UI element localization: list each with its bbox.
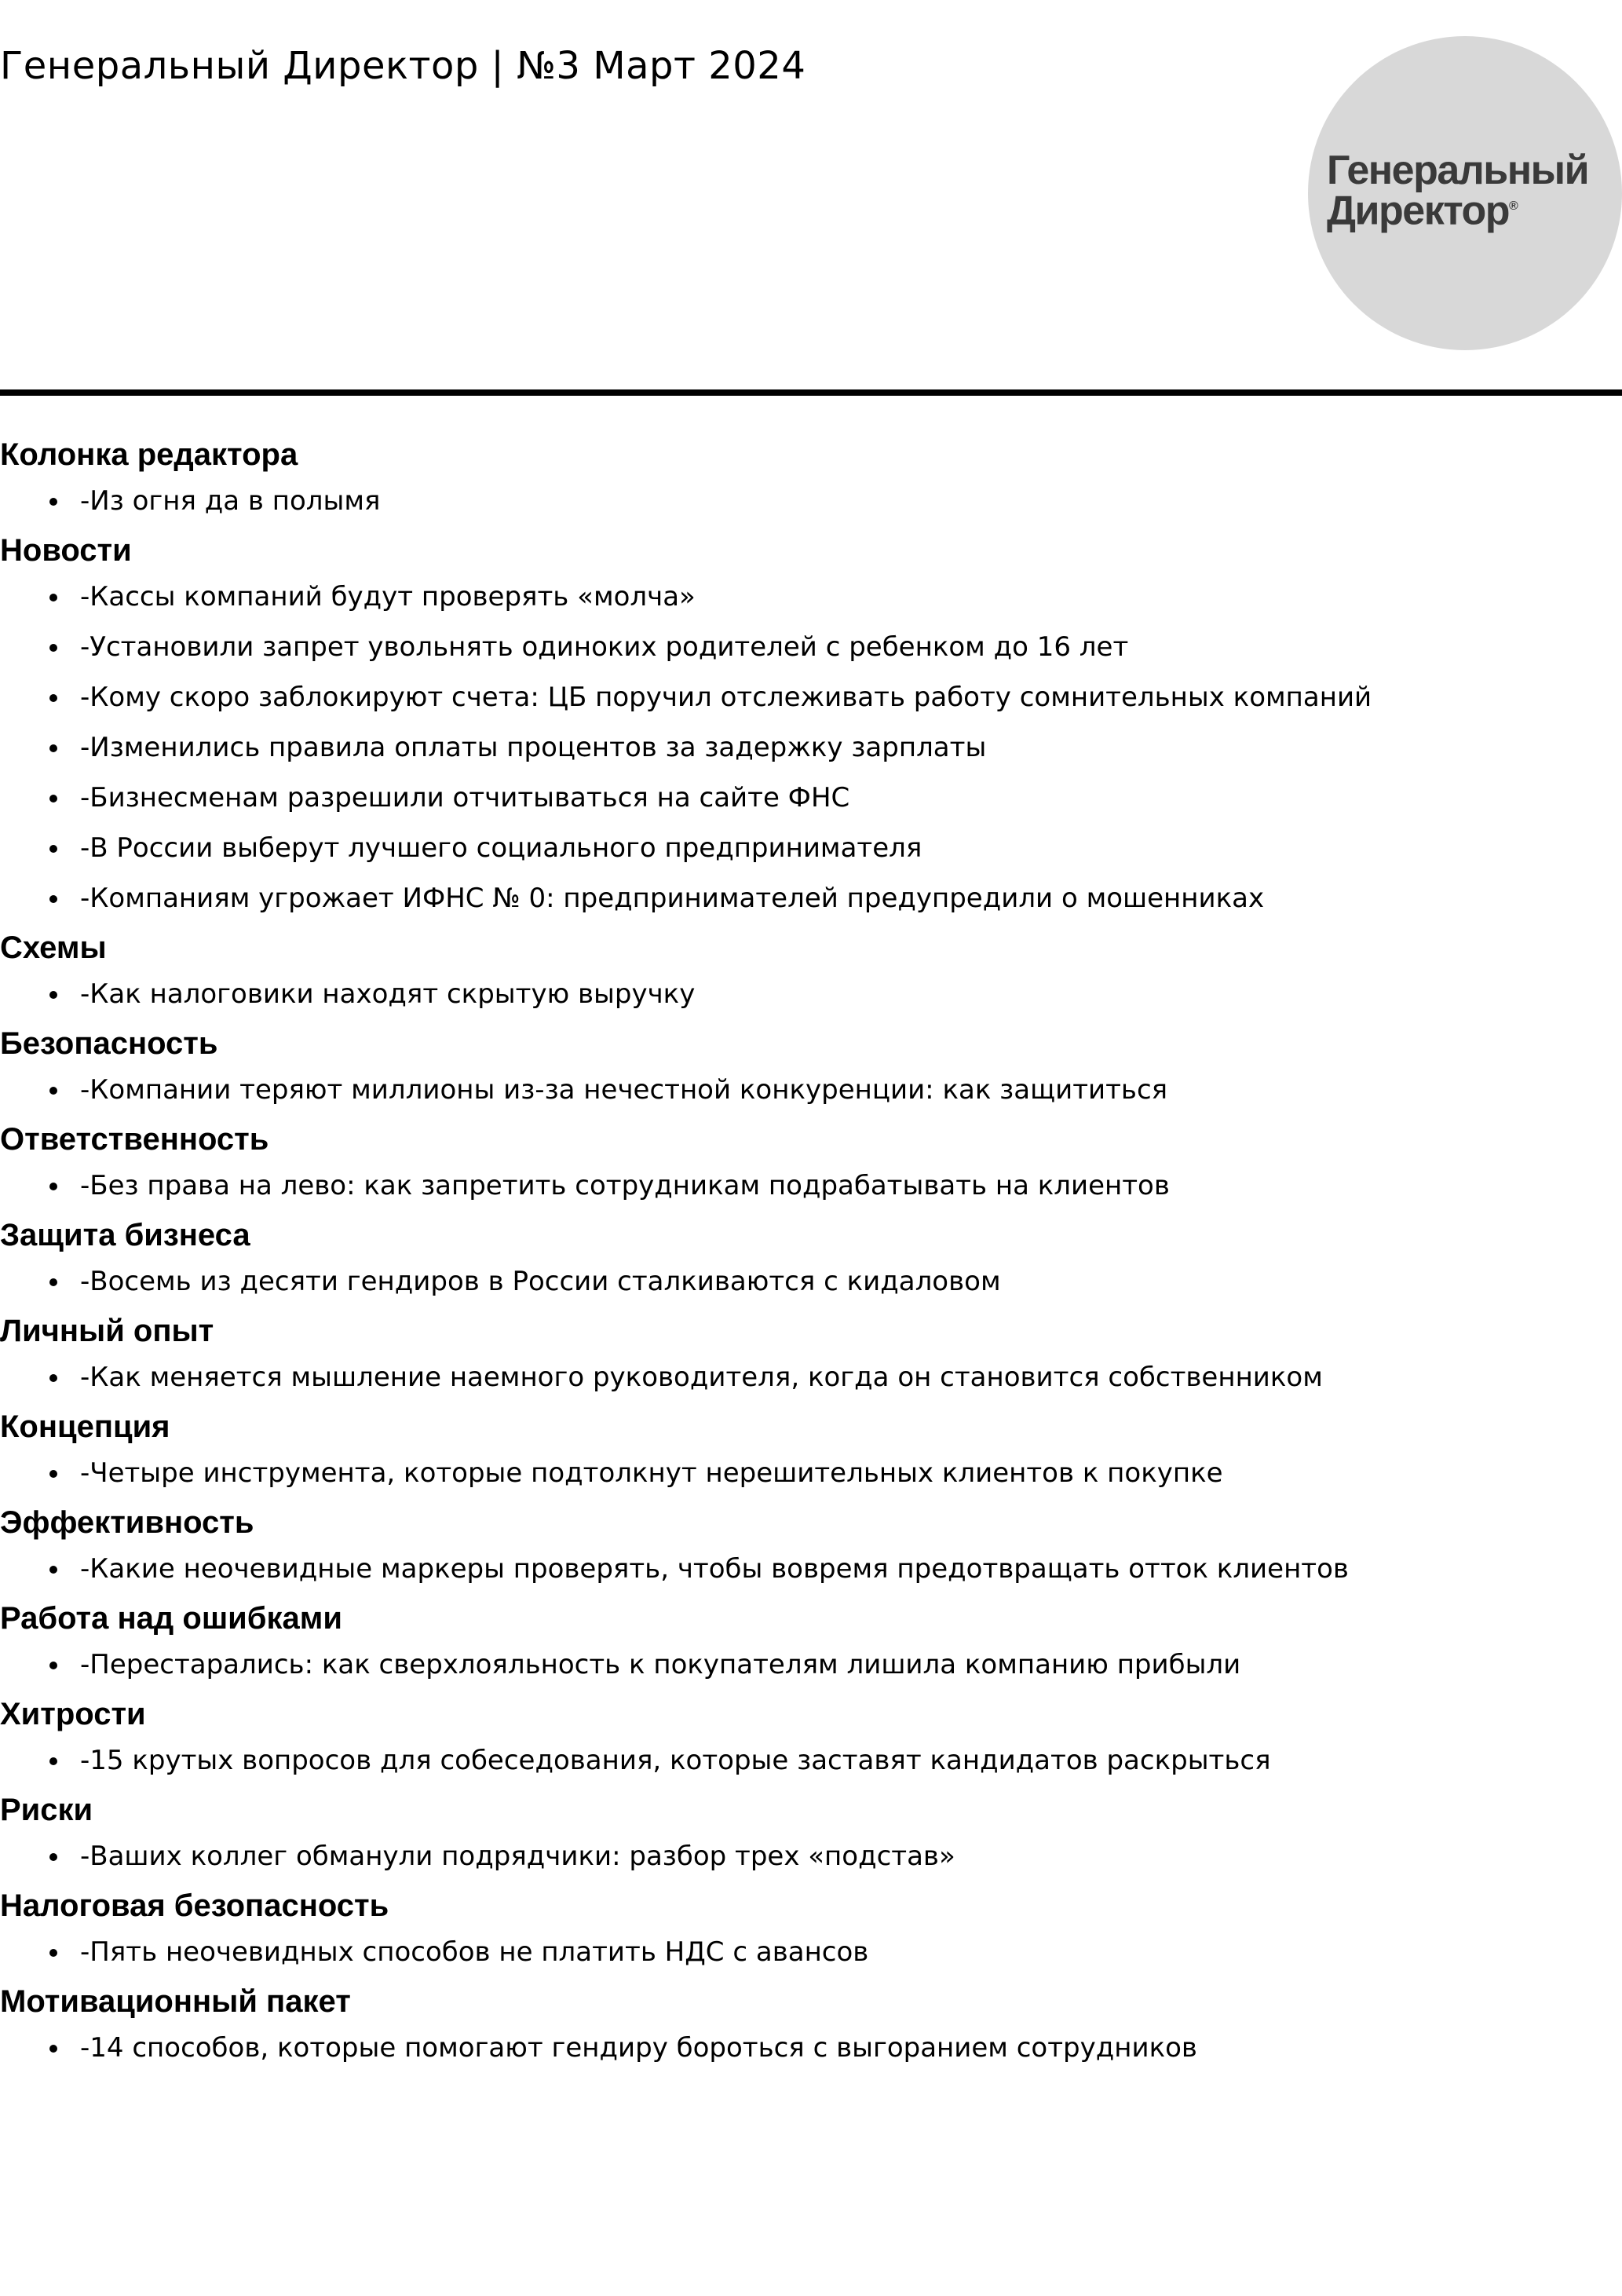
article-item (0, 881, 1622, 916)
section-heading: Хитрости (0, 1697, 146, 1731)
section-heading: Риски (0, 1793, 93, 1827)
article-title: -Восемь из десяти гендиров в России сталкиваются с кидаловом (80, 1266, 1001, 1297)
article-item (0, 831, 1622, 865)
section-heading: Новости (0, 533, 132, 568)
article-item (0, 680, 1622, 715)
toc-section (0, 930, 1622, 1011)
article-item (0, 977, 1622, 1011)
article-item (0, 1935, 1622, 1969)
article-list (0, 1647, 1622, 1682)
section-heading: Защита бизнеса (0, 1218, 250, 1252)
bullet-icon (49, 1949, 57, 1957)
section-heading: Колонка редактора (0, 437, 298, 472)
toc-section (0, 1504, 1622, 1586)
toc-section (0, 1026, 1622, 1107)
bullet-icon (49, 1470, 57, 1478)
bullet-icon (49, 1566, 57, 1574)
bullet-icon (49, 694, 57, 702)
article-title: -Бизнесменам разрешили отчитываться на сайте ФНС (80, 782, 850, 813)
section-heading: Безопасность (0, 1026, 218, 1061)
article-list (0, 1456, 1622, 1490)
section-heading: Работа над ошибками (0, 1601, 342, 1636)
article-item (0, 781, 1622, 815)
article-list (0, 1743, 1622, 1778)
article-list (0, 1073, 1622, 1107)
article-item (0, 1647, 1622, 1682)
bullet-icon (49, 1662, 57, 1669)
article-item (0, 1073, 1622, 1107)
article-title: -Кассы компаний будут проверять «молча» (80, 581, 696, 612)
article-item (0, 1743, 1622, 1778)
table-of-contents (0, 437, 1622, 2079)
article-list (0, 1839, 1622, 1874)
bullet-icon (49, 1757, 57, 1765)
section-heading: Эффективность (0, 1505, 254, 1540)
bullet-icon (49, 498, 57, 506)
toc-section (0, 1696, 1622, 1778)
article-title: -Без права на лево: как запретить сотрудникам подрабатывать на клиентов (80, 1170, 1170, 1201)
logo-line-1: Генеральный (1327, 148, 1589, 193)
bullet-icon (49, 744, 57, 752)
article-list (0, 484, 1622, 518)
logo-wordmark (1327, 148, 1589, 234)
section-heading: Концепция (0, 1409, 170, 1444)
article-title: -Как меняется мышление наемного руководителя, когда он становится собственником (80, 1362, 1323, 1393)
article-item (0, 2031, 1622, 2065)
article-item (0, 1168, 1622, 1203)
article-title: -Какие неочевидные маркеры проверять, чтобы вовремя предотвращать отток клиентов (80, 1553, 1349, 1585)
article-title: -Компании теряют миллионы из-за нечестной конкуренции: как защититься (80, 1074, 1168, 1106)
article-item (0, 730, 1622, 765)
issue-title: Генеральный Директор | №3 Март 2024 (0, 44, 806, 88)
bullet-icon (49, 1087, 57, 1095)
article-list (0, 579, 1622, 916)
toc-section (0, 1888, 1622, 1969)
registered-mark: ® (1509, 199, 1518, 213)
article-list (0, 2031, 1622, 2065)
article-title: -15 крутых вопросов для собеседования, которые заставят кандидатов раскрыться (80, 1745, 1271, 1776)
page-header (0, 0, 1622, 393)
article-title: -Из огня да в полымя (80, 485, 381, 517)
logo-line-2: Директор® (1327, 188, 1518, 234)
article-item (0, 630, 1622, 664)
bullet-icon (49, 895, 57, 903)
article-list (0, 1552, 1622, 1586)
bullet-icon (49, 991, 57, 999)
article-title: -Как налоговики находят скрытую выручку (80, 978, 696, 1010)
section-heading: Ответственность (0, 1122, 269, 1157)
article-title: -Перестарались: как сверхлояльность к покупателям лишила компанию прибыли (80, 1649, 1241, 1680)
toc-section (0, 1409, 1622, 1490)
section-heading: Мотивационный пакет (0, 1984, 351, 2019)
bullet-icon (49, 795, 57, 803)
bullet-icon (49, 845, 57, 853)
article-title: -Компаниям угрожает ИФНС № 0: предпринимателей предупредили о мошенниках (80, 883, 1265, 914)
section-heading: Личный опыт (0, 1314, 214, 1348)
article-item (0, 579, 1622, 614)
article-item (0, 1360, 1622, 1395)
article-list (0, 1264, 1622, 1299)
bullet-icon (49, 594, 57, 601)
toc-section (0, 1792, 1622, 1874)
article-item (0, 1839, 1622, 1874)
toc-section (0, 1600, 1622, 1682)
article-title: -Четыре инструмента, которые подтолкнут нерешительных клиентов к покупке (80, 1457, 1223, 1489)
section-heading: Налоговая безопасность (0, 1888, 389, 1923)
article-item (0, 1264, 1622, 1299)
toc-section (0, 1983, 1622, 2065)
toc-section (0, 532, 1622, 916)
article-title: -Пять неочевидных способов не платить НДС с авансов (80, 1936, 869, 1968)
article-title: -Ваших коллег обманули подрядчики: разбор трех «подстав» (80, 1841, 955, 1872)
toc-section (0, 437, 1622, 518)
article-title: -Установили запрет увольнять одиноких родителей с ребенком до 16 лет (80, 631, 1129, 663)
toc-section (0, 1121, 1622, 1203)
bullet-icon (49, 2045, 57, 2053)
bullet-icon (49, 1374, 57, 1382)
article-item (0, 1456, 1622, 1490)
article-list (0, 1168, 1622, 1203)
article-title: -Изменились правила оплаты процентов за задержку зарплаты (80, 732, 987, 763)
toc-section (0, 1217, 1622, 1299)
article-title: -14 способов, которые помогают гендиру бороться с выгоранием сотрудников (80, 2032, 1197, 2064)
bullet-icon (49, 1278, 57, 1286)
magazine-logo (1308, 36, 1622, 350)
article-item (0, 484, 1622, 518)
bullet-icon (49, 1183, 57, 1190)
article-list (0, 1360, 1622, 1395)
article-title: -В России выберут лучшего социального предпринимателя (80, 832, 922, 864)
toc-section (0, 1313, 1622, 1395)
header-divider (0, 389, 1622, 396)
section-heading: Схемы (0, 930, 107, 965)
article-title: -Кому скоро заблокируют счета: ЦБ поручил отслеживать работу сомнительных компаний (80, 682, 1372, 713)
article-list (0, 1935, 1622, 1969)
bullet-icon (49, 1853, 57, 1861)
bullet-icon (49, 644, 57, 652)
article-item (0, 1552, 1622, 1586)
article-list (0, 977, 1622, 1011)
